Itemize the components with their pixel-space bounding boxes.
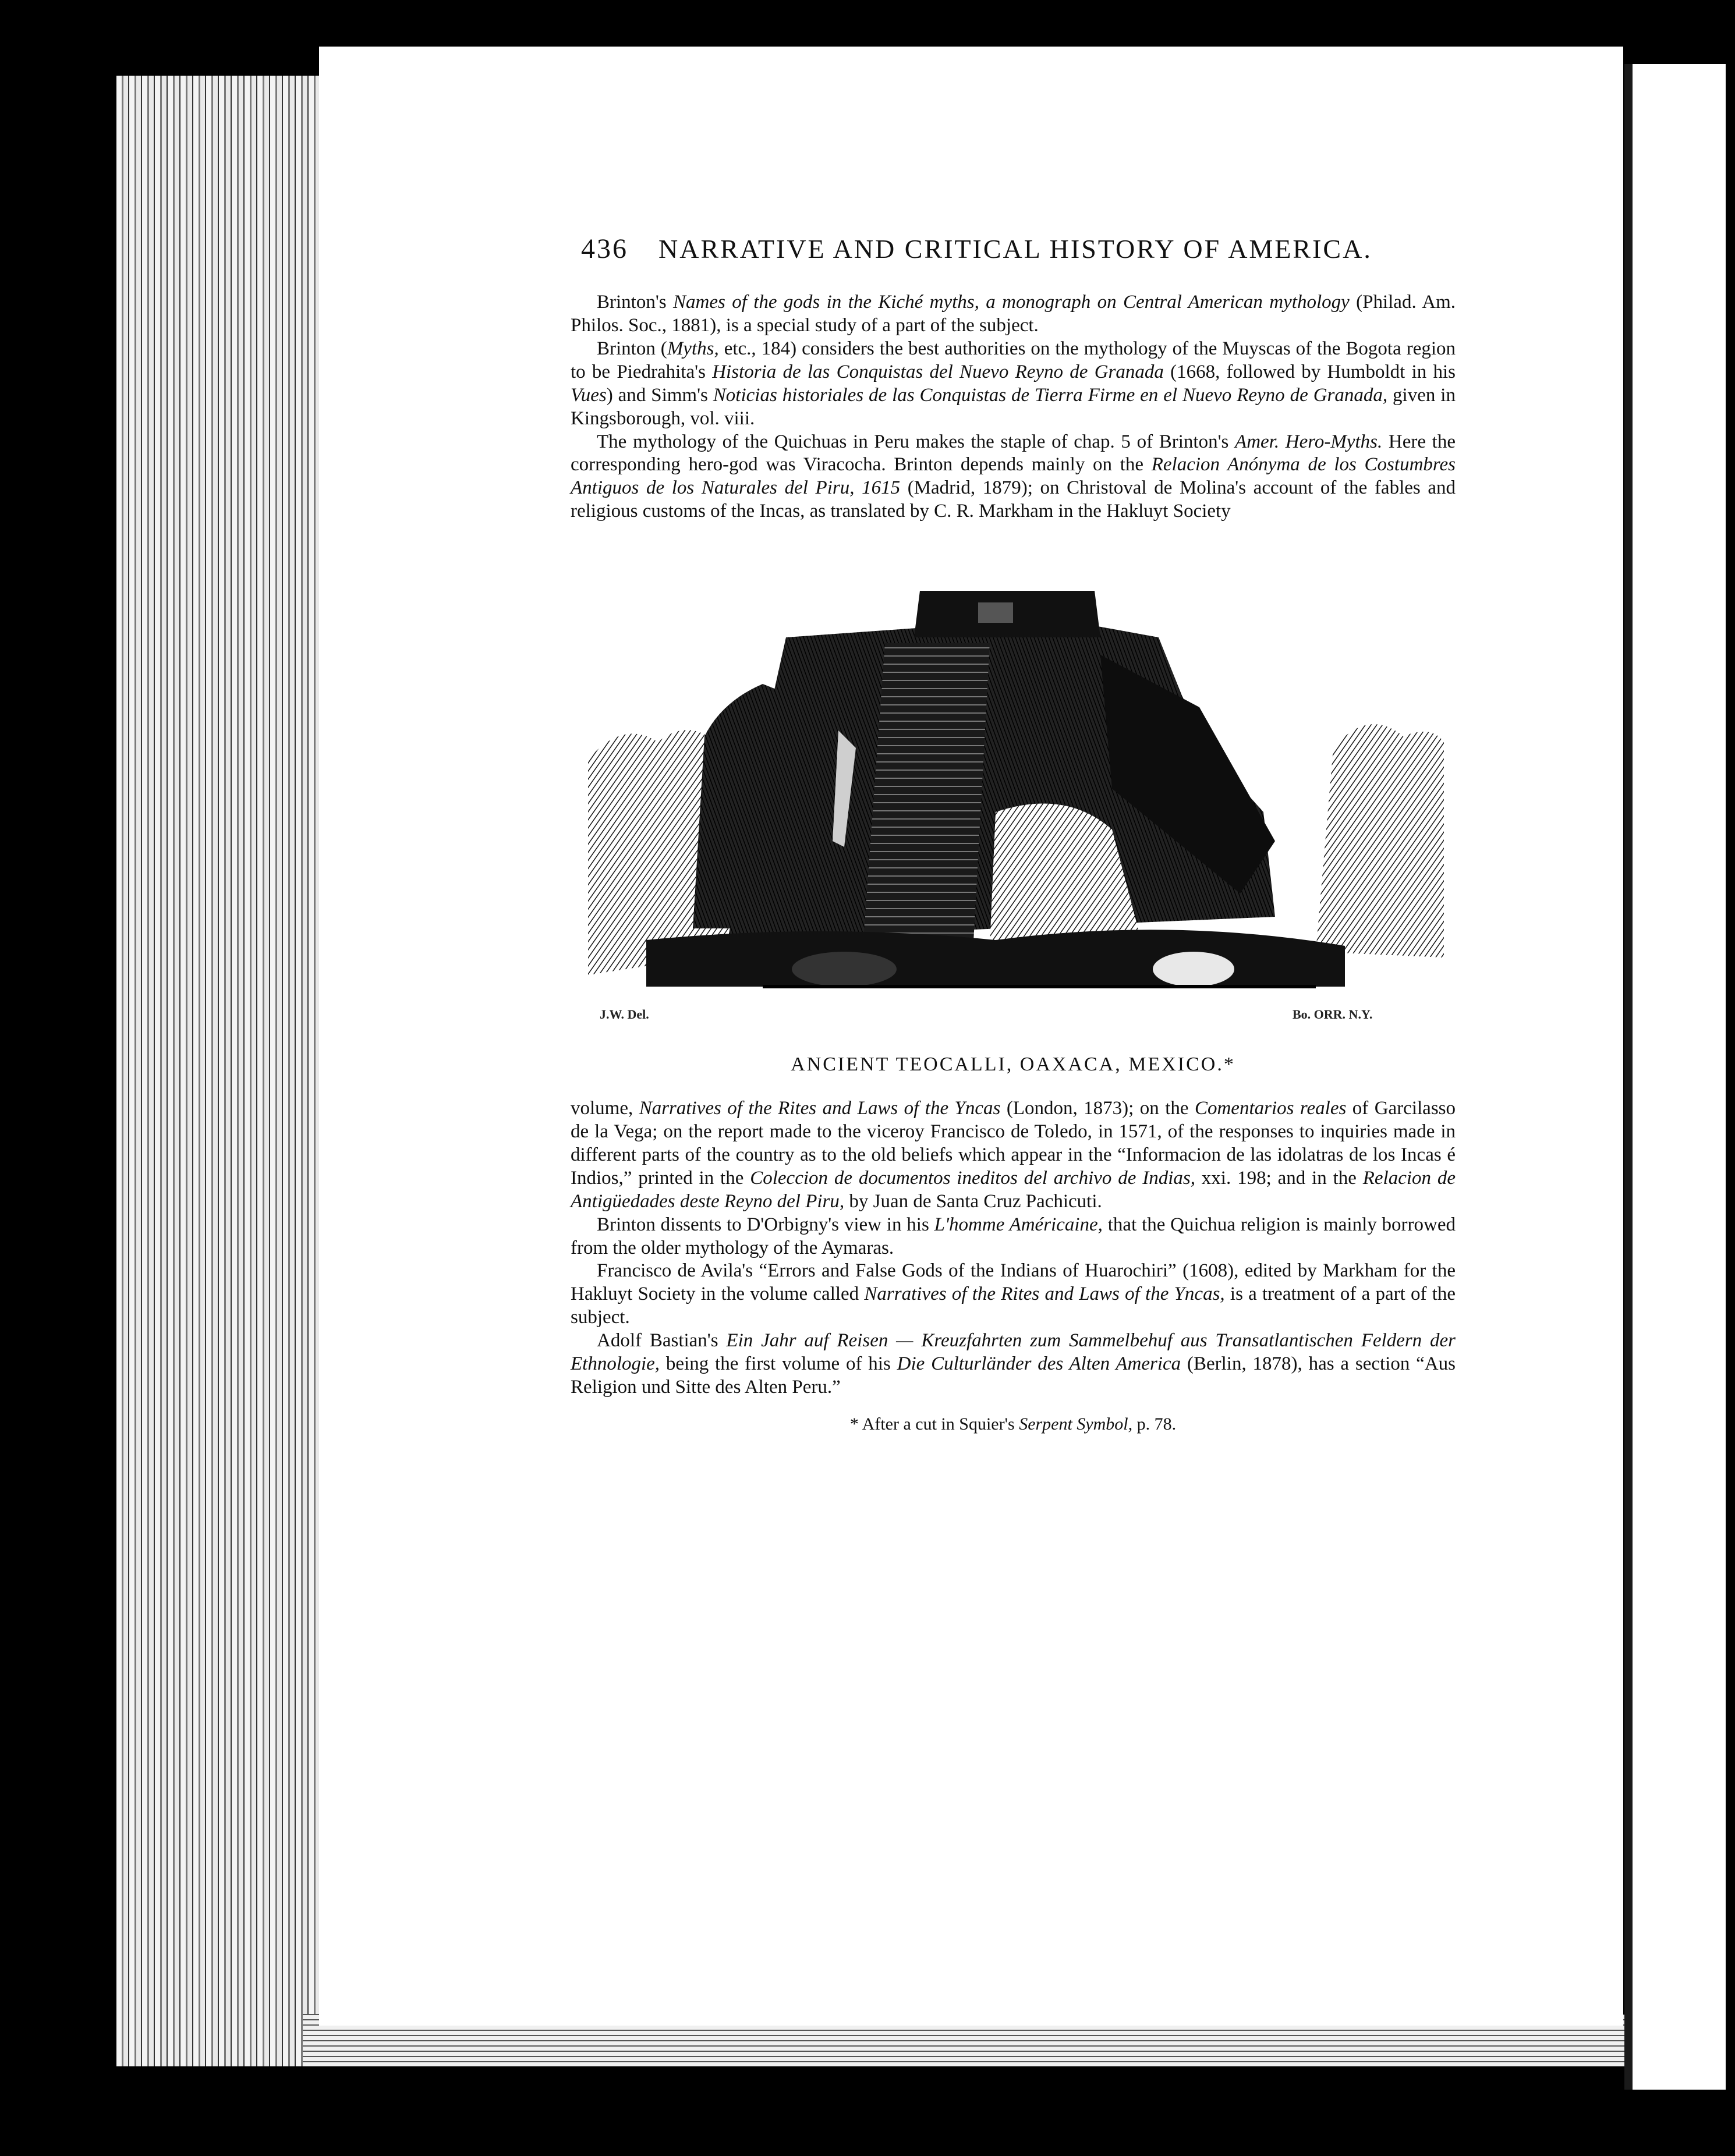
text-run: Here the corresponding hero-god was Viracocha. Brinton depends mainly on the	[571, 431, 1456, 476]
page-number: 436	[581, 233, 628, 264]
paragraph	[571, 1329, 1456, 1399]
paragraph	[571, 1214, 1456, 1260]
bottom-text-block	[571, 1097, 1456, 1399]
book-page-edges	[116, 76, 326, 2066]
italic-title: Myths,	[667, 338, 719, 359]
italic-title: Comentarios reales	[1194, 1098, 1347, 1119]
footnote	[571, 1414, 1456, 1434]
italic-title: Narratives of the Rites and Laws of the Yncas,	[864, 1283, 1225, 1305]
text-run: being the first volume of his	[660, 1353, 897, 1375]
italic-title: Amer. Hero-Myths.	[1235, 431, 1383, 452]
text-run: by Juan de Santa Cruz Pachicuti.	[844, 1190, 1102, 1212]
text-run: Brinton (	[597, 338, 667, 359]
top-text-block	[571, 291, 1456, 523]
text-run: (Madrid, 1879); on Christoval de Molina's account of the fables and religious customs of the Incas, as translated by C. R. Markham in the Hakluyt Society	[571, 477, 1456, 522]
italic-title: Relacion de Antigüedades deste Reyno del Piru,	[571, 1167, 1456, 1212]
text-run: xxi. 198; and in the	[1195, 1167, 1363, 1189]
text-run: given in Kingsborough, vol. viii.	[571, 384, 1456, 429]
italic-title: Ein Jahr auf Reisen — Kreuzfahrten zum Sammelbehuf aus Transatlantischen Feldern der Ethnologie,	[571, 1330, 1456, 1375]
paragraph	[571, 1097, 1456, 1214]
paragraph	[571, 338, 1456, 431]
running-title: NARRATIVE AND CRITICAL HISTORY OF AMERICA.	[658, 234, 1372, 264]
italic-title: Noticias historiales de las Conquistas de Tierra Firme en el Nuevo Reyno de Granada,	[713, 384, 1388, 406]
text-run: p. 78.	[1132, 1414, 1177, 1434]
text-run: Brinton's	[597, 292, 673, 313]
paragraph	[571, 291, 1456, 338]
text-run: volume,	[571, 1098, 639, 1119]
running-header	[581, 233, 1472, 265]
text-run: (London, 1873); on the	[1000, 1098, 1195, 1119]
text-run: Adolf Bastian's	[597, 1330, 727, 1352]
text-run: (Berlin, 1878), has a section “Aus Religion und Sitte des Alten Peru.”	[571, 1353, 1456, 1398]
italic-title: Narratives of the Rites and Laws of the Yncas	[639, 1098, 1001, 1119]
text-run: of Garcilasso de la Vega; on the report made to the viceroy Francisco de Toledo, in 1571, of the responses to inquiries made in different parts of the country as to the old beliefs which appear in the “Informacion de las idolatras de los Incas é Indios,” printed in the	[571, 1098, 1456, 1189]
text-run: * After a cut in Squier's	[849, 1414, 1019, 1434]
italic-title: Coleccion de documentos ineditos del archivo de Indias,	[750, 1167, 1195, 1189]
paragraph	[571, 431, 1456, 524]
engraver-signature-left: J.W. Del.	[600, 1007, 649, 1022]
italic-title: L'homme Américaine,	[934, 1214, 1103, 1235]
text-run: (1668, followed by Humboldt in his	[1163, 361, 1456, 382]
engraver-signature-right: Bo. ORR. N.Y.	[1293, 1007, 1373, 1022]
italic-title: Vues	[571, 384, 607, 406]
text-run: The mythology of the Quichuas in Peru makes the staple of chap. 5 of Brinton's	[597, 431, 1235, 452]
italic-title: Serpent Symbol,	[1019, 1414, 1133, 1434]
facing-page-edge	[1624, 64, 1726, 2090]
italic-title: Historia de las Conquistas del Nuevo Reyno de Granada	[712, 361, 1164, 382]
text-run: that the Quichua religion is mainly borrowed from the older mythology of the Aymaras.	[571, 1214, 1456, 1258]
teocalli-engraving-art	[588, 568, 1444, 1033]
teocalli-engraving	[588, 568, 1444, 1033]
text-run: Brinton dissents to D'Orbigny's view in his	[597, 1214, 934, 1235]
italic-title: Names of the gods in the Kiché myths, a monograph on Central American mythology	[673, 292, 1350, 313]
figure-caption: ANCIENT TEOCALLI, OAXACA, MEXICO.*	[791, 1054, 1235, 1075]
text-run: Francisco de Avila's “Errors and False Gods of the Indians of Huarochiri” (1608), edited by Markham for the Hakluyt Society in the volume called	[571, 1260, 1456, 1305]
text-run: (Philad. Am. Philos. Soc., 1881), is a special study of a part of the subject.	[571, 292, 1456, 336]
text-run: is a treatment of a part of the subject.	[571, 1283, 1456, 1328]
text-run: ) and Simm's	[606, 384, 713, 406]
italic-title: Die Culturländer des Alten America	[897, 1353, 1181, 1375]
italic-title: Relacion Anónyma de los Costumbres Antiguos de los Naturales del Piru, 1615	[571, 454, 1456, 499]
paragraph	[571, 1260, 1456, 1329]
text-run: etc., 184) considers the best authorities on the mythology of the Muyscas of the Bogota region to be Piedrahita's	[571, 338, 1456, 382]
